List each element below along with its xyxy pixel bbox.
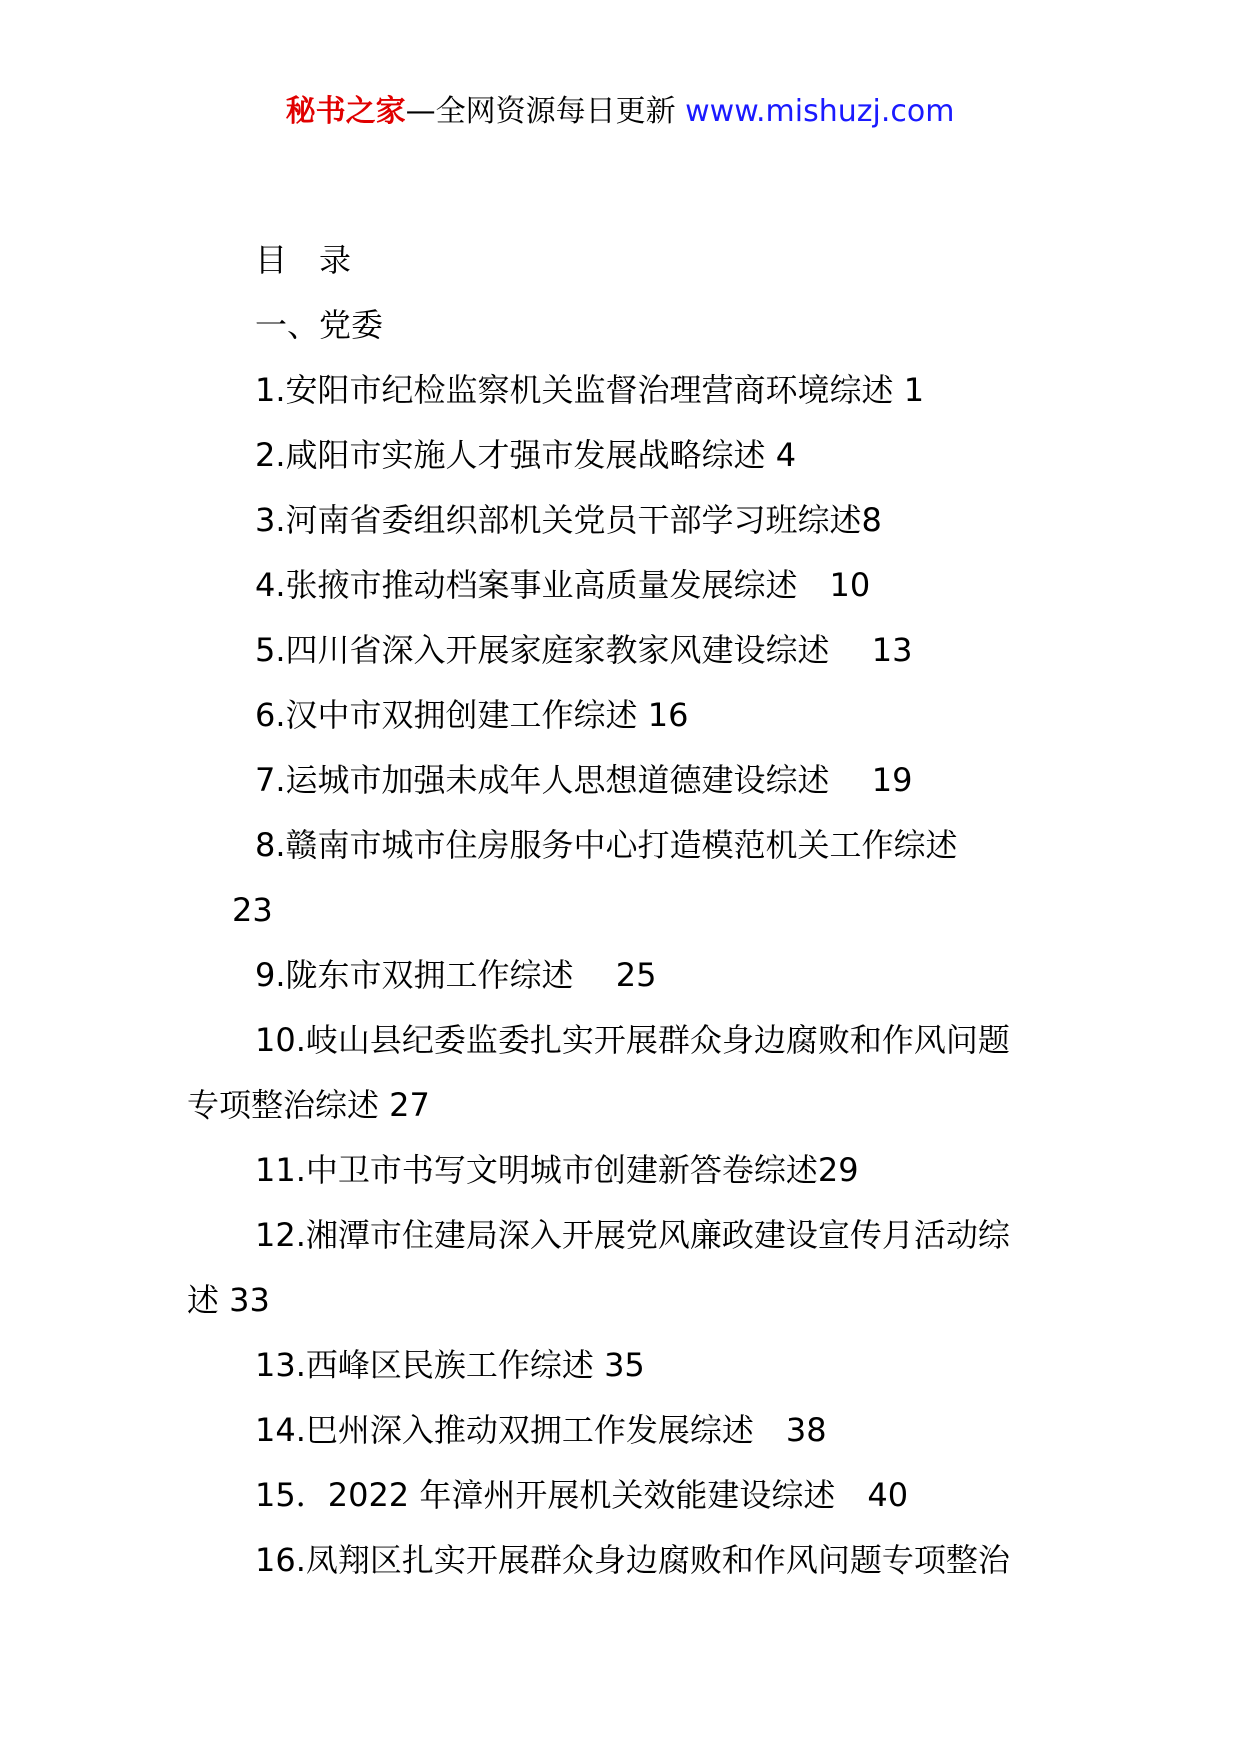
toc-section-heading: 一、党委	[255, 306, 384, 344]
toc-entry[interactable]: 1.安阳市纪检监察机关监督治理营商环境综述 1	[255, 371, 925, 409]
toc-entry[interactable]: 13.西峰区民族工作综述 35	[255, 1346, 645, 1384]
toc-entry[interactable]: 15．2022 年漳州开展机关效能建设综述 40	[255, 1476, 909, 1514]
toc-entry-continuation[interactable]: 23	[232, 891, 273, 929]
toc-entry[interactable]: 11.中卫市书写文明城市创建新答卷综述29	[255, 1151, 859, 1189]
toc-entry[interactable]: 9.陇东市双拥工作综述 25	[255, 956, 657, 994]
toc-entry[interactable]: 16.凤翔区扎实开展群众身边腐败和作风问题专项整治	[255, 1541, 1010, 1579]
toc-entry[interactable]: 14.巴州深入推动双拥工作发展综述 38	[255, 1411, 827, 1449]
toc-entry[interactable]: 3.河南省委组织部机关党员干部学习班综述8	[255, 501, 882, 539]
toc-entry[interactable]: 4.张掖市推动档案事业高质量发展综述 10	[255, 566, 871, 604]
table-of-contents	[187, 228, 1057, 1593]
toc-entry[interactable]: 2.咸阳市实施人才强市发展战略综述 4	[255, 436, 797, 474]
toc-entry[interactable]: 10.岐山县纪委监委扎实开展群众身边腐败和作风问题	[255, 1021, 1010, 1059]
brand-name: 秘书之家	[285, 94, 406, 129]
site-url-link[interactable]: www.mishuzj.com	[685, 94, 955, 129]
toc-entry[interactable]: 8.赣南市城市住房服务中心打造模范机关工作综述	[255, 826, 958, 864]
toc-entry[interactable]: 12.湘潭市住建局深入开展党风廉政建设宣传月活动综	[255, 1216, 1010, 1254]
toc-entry[interactable]: 7.运城市加强未成年人思想道德建设综述 19	[255, 761, 913, 799]
site-header	[0, 92, 1240, 132]
toc-entry[interactable]: 6.汉中市双拥创建工作综述 16	[255, 696, 689, 734]
toc-entry-continuation[interactable]: 述 33	[187, 1281, 270, 1319]
toc-entry[interactable]: 5.四川省深入开展家庭家教家风建设综述 13	[255, 631, 913, 669]
header-slogan: —全网资源每日更新	[405, 94, 686, 129]
toc-entry-continuation[interactable]: 专项整治综述 27	[187, 1086, 430, 1124]
toc-title: 目 录	[255, 241, 352, 279]
